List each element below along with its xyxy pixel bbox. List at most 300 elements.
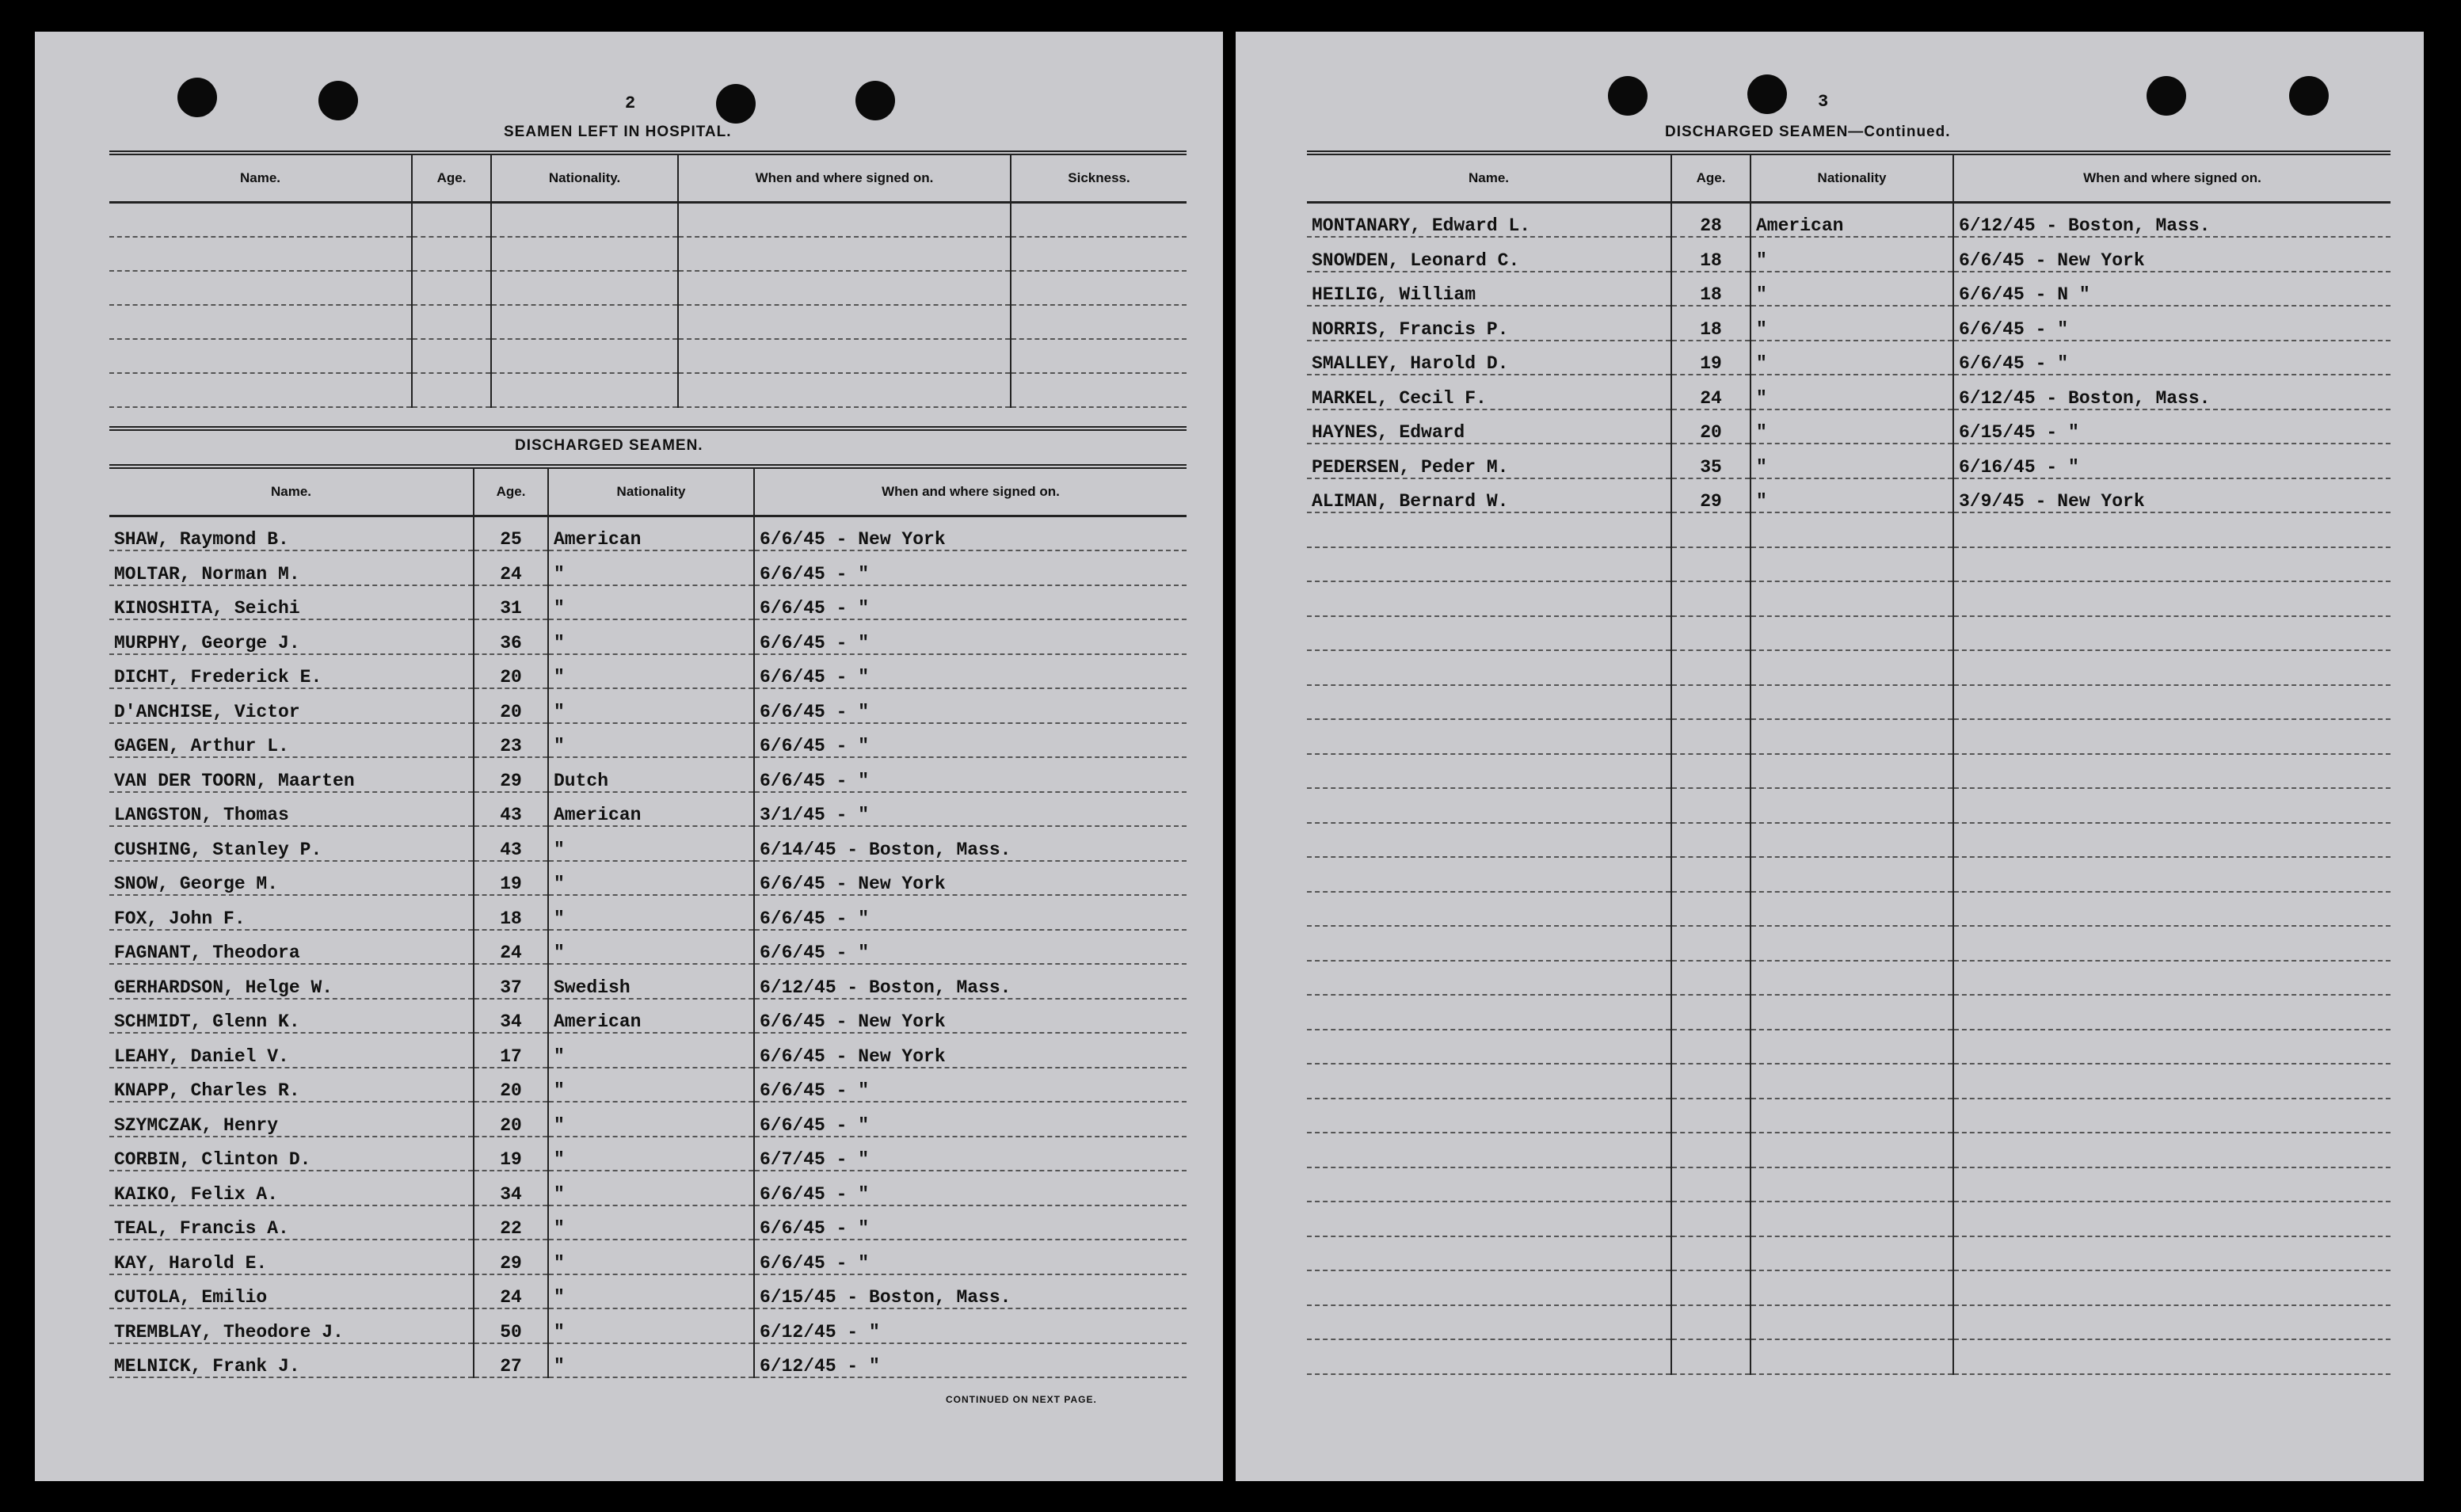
empty-cell: [1953, 1064, 2391, 1099]
column-header: Nationality.: [491, 153, 678, 203]
table-row: [109, 723, 1187, 758]
table-row: [109, 516, 1187, 551]
empty-cell: [1671, 788, 1751, 823]
column-header: Age.: [412, 153, 491, 203]
cell-name: LEAHY, Daniel V.: [109, 1033, 474, 1068]
empty-cell: [412, 237, 491, 271]
cell-name: KINOSHITA, Seichi: [109, 585, 474, 620]
cell-name: VAN DER TOORN, Maarten: [109, 757, 474, 792]
cell-name: CUSHING, Stanley P.: [109, 826, 474, 861]
empty-cell: [1751, 1236, 1953, 1271]
cell-name: SHAW, Raymond B.: [109, 516, 474, 551]
table-row: [1307, 478, 2391, 513]
cell-nationality: ": [548, 654, 754, 689]
blank-row: [109, 237, 1187, 271]
cell-age: 37: [474, 964, 548, 999]
empty-cell: [1307, 857, 1671, 892]
table-row: [1307, 306, 2391, 341]
cell-age: 20: [474, 1102, 548, 1137]
cell-age: 27: [474, 1343, 548, 1378]
cell-nationality: ": [1751, 306, 1953, 341]
cell-nationality: ": [548, 1171, 754, 1205]
cell-nationality: ": [1751, 375, 1953, 409]
empty-cell: [1671, 926, 1751, 961]
empty-cell: [1751, 926, 1953, 961]
blank-row: [1307, 512, 2391, 547]
empty-cell: [412, 271, 491, 305]
discharged-section-title: DISCHARGED SEAMEN.: [515, 437, 703, 454]
continued-footer: CONTINUED ON NEXT PAGE.: [946, 1394, 1097, 1405]
cell-signed: 6/6/45 - ": [754, 1068, 1187, 1103]
cell-nationality: ": [1751, 409, 1953, 444]
cell-nationality: ": [1751, 478, 1953, 513]
cell-nationality: ": [548, 688, 754, 723]
empty-cell: [678, 373, 1011, 407]
cell-name: SCHMIDT, Glenn K.: [109, 999, 474, 1034]
cell-age: 19: [1671, 341, 1751, 375]
empty-cell: [1671, 650, 1751, 685]
cell-name: KAY, Harold E.: [109, 1240, 474, 1274]
cell-name: TREMBLAY, Theodore J.: [109, 1308, 474, 1343]
table-row: [109, 757, 1187, 792]
empty-cell: [1751, 1030, 1953, 1064]
blank-row: [109, 373, 1187, 407]
cell-age: 18: [1671, 272, 1751, 307]
cell-signed: 6/6/45 - ": [1953, 306, 2391, 341]
empty-cell: [1953, 1339, 2391, 1374]
cell-signed: 6/6/45 - New York: [1953, 237, 2391, 272]
column-header: Nationality: [548, 467, 754, 516]
empty-cell: [1011, 373, 1187, 407]
cell-signed: 6/14/45 - Boston, Mass.: [754, 826, 1187, 861]
cell-nationality: ": [548, 1205, 754, 1240]
punch-hole: [1747, 74, 1787, 114]
empty-cell: [1953, 547, 2391, 582]
blank-row: [1307, 1202, 2391, 1236]
page-number: 2: [625, 93, 636, 113]
table-row: [109, 1240, 1187, 1274]
table-row: [1307, 409, 2391, 444]
blank-row: [109, 305, 1187, 339]
table-row: [109, 585, 1187, 620]
empty-cell: [1307, 1202, 1671, 1236]
empty-cell: [1307, 788, 1671, 823]
empty-cell: [1953, 719, 2391, 754]
table-row: [109, 550, 1187, 585]
discharged-continued-title: DISCHARGED SEAMEN—Continued.: [1665, 124, 1951, 140]
cell-age: 29: [474, 757, 548, 792]
cell-name: FOX, John F.: [109, 895, 474, 930]
cell-age: 20: [1671, 409, 1751, 444]
cell-signed: 3/1/45 - ": [754, 792, 1187, 827]
empty-cell: [1953, 995, 2391, 1030]
cell-signed: 6/6/45 - ": [754, 585, 1187, 620]
cell-nationality: ": [548, 861, 754, 896]
cell-signed: 6/6/45 - N ": [1953, 272, 2391, 307]
table-row: [109, 1308, 1187, 1343]
cell-nationality: American: [548, 516, 754, 551]
empty-cell: [1671, 1030, 1751, 1064]
cell-name: GERHARDSON, Helge W.: [109, 964, 474, 999]
table-row: [109, 999, 1187, 1034]
cell-nationality: ": [548, 619, 754, 654]
cell-name: MELNICK, Frank J.: [109, 1343, 474, 1378]
empty-cell: [1751, 1099, 1953, 1133]
cell-name: DICHT, Frederick E.: [109, 654, 474, 689]
blank-row: [1307, 961, 2391, 996]
cell-age: 19: [474, 861, 548, 896]
cell-nationality: ": [548, 826, 754, 861]
cell-age: 23: [474, 723, 548, 758]
cell-signed: 6/6/45 - ": [754, 688, 1187, 723]
empty-cell: [1953, 1167, 2391, 1202]
cell-signed: 6/6/45 - ": [754, 895, 1187, 930]
cell-name: SNOW, George M.: [109, 861, 474, 896]
cell-age: 20: [474, 1068, 548, 1103]
cell-signed: 6/6/45 - ": [754, 1171, 1187, 1205]
punch-hole: [855, 81, 895, 120]
empty-cell: [1307, 961, 1671, 996]
blank-row: [1307, 995, 2391, 1030]
cell-nationality: ": [1751, 237, 1953, 272]
empty-cell: [1751, 512, 1953, 547]
cell-age: 24: [1671, 375, 1751, 409]
cell-nationality: American: [1751, 203, 1953, 238]
punch-hole: [2147, 76, 2186, 116]
empty-cell: [678, 305, 1011, 339]
cell-name: KAIKO, Felix A.: [109, 1171, 474, 1205]
empty-cell: [1671, 685, 1751, 720]
cell-signed: 6/12/45 - Boston, Mass.: [1953, 375, 2391, 409]
empty-cell: [1307, 650, 1671, 685]
cell-name: MOLTAR, Norman M.: [109, 550, 474, 585]
empty-cell: [1307, 754, 1671, 789]
cell-name: CUTOLA, Emilio: [109, 1274, 474, 1309]
table-row: [1307, 272, 2391, 307]
empty-cell: [412, 373, 491, 407]
cell-name: ALIMAN, Bernard W.: [1307, 478, 1671, 513]
empty-cell: [1307, 1236, 1671, 1271]
empty-cell: [1953, 1030, 2391, 1064]
empty-cell: [1953, 823, 2391, 858]
empty-cell: [1953, 892, 2391, 927]
section-rule: [109, 426, 1187, 431]
table-row: [1307, 203, 2391, 238]
empty-cell: [1751, 857, 1953, 892]
hospital-table: [109, 150, 1187, 408]
empty-cell: [1671, 995, 1751, 1030]
cell-age: 43: [474, 826, 548, 861]
cell-age: 25: [474, 516, 548, 551]
cell-nationality: Dutch: [548, 757, 754, 792]
blank-row: [109, 271, 1187, 305]
blank-row: [109, 203, 1187, 237]
blank-row: [1307, 1339, 2391, 1374]
empty-cell: [1751, 1339, 1953, 1374]
cell-signed: 6/12/45 - ": [754, 1343, 1187, 1378]
table-row: [109, 1205, 1187, 1240]
cell-signed: 6/6/45 - ": [754, 550, 1187, 585]
cell-age: 50: [474, 1308, 548, 1343]
empty-cell: [1307, 1305, 1671, 1340]
column-header: Name.: [1307, 153, 1671, 203]
empty-cell: [1751, 1167, 1953, 1202]
cell-signed: 6/6/45 - ": [754, 1102, 1187, 1137]
empty-cell: [1953, 788, 2391, 823]
blank-row: [1307, 892, 2391, 927]
hospital-section-title: SEAMEN LEFT IN HOSPITAL.: [504, 124, 732, 140]
table-row: [109, 895, 1187, 930]
empty-cell: [491, 237, 678, 271]
empty-cell: [1011, 271, 1187, 305]
column-header: When and where signed on.: [678, 153, 1011, 203]
empty-cell: [1953, 961, 2391, 996]
empty-cell: [1751, 823, 1953, 858]
empty-cell: [1751, 1305, 1953, 1340]
empty-cell: [109, 237, 412, 271]
empty-cell: [1011, 203, 1187, 237]
blank-row: [1307, 685, 2391, 720]
cell-age: 17: [474, 1033, 548, 1068]
table-row: [109, 1343, 1187, 1378]
cell-nationality: ": [1751, 341, 1953, 375]
empty-cell: [491, 339, 678, 373]
cell-signed: 6/6/45 - New York: [754, 861, 1187, 896]
empty-cell: [1751, 1270, 1953, 1305]
blank-row: [1307, 719, 2391, 754]
empty-cell: [1307, 892, 1671, 927]
column-header: Sickness.: [1011, 153, 1187, 203]
empty-cell: [1751, 616, 1953, 651]
cell-name: CORBIN, Clinton D.: [109, 1137, 474, 1171]
cell-name: HAYNES, Edward: [1307, 409, 1671, 444]
empty-cell: [1953, 1099, 2391, 1133]
empty-cell: [1953, 1133, 2391, 1167]
cell-name: HEILIG, William: [1307, 272, 1671, 307]
empty-cell: [678, 271, 1011, 305]
empty-cell: [1671, 1167, 1751, 1202]
empty-cell: [1307, 926, 1671, 961]
blank-row: [1307, 1236, 2391, 1271]
cell-signed: 3/9/45 - New York: [1953, 478, 2391, 513]
cell-name: NORRIS, Francis P.: [1307, 306, 1671, 341]
blank-row: [1307, 823, 2391, 858]
cell-name: MARKEL, Cecil F.: [1307, 375, 1671, 409]
empty-cell: [491, 373, 678, 407]
cell-nationality: ": [548, 1102, 754, 1137]
empty-cell: [109, 271, 412, 305]
empty-cell: [491, 203, 678, 237]
table-row: [109, 654, 1187, 689]
punch-hole: [1608, 76, 1648, 116]
table-row: [1307, 341, 2391, 375]
table-row: [109, 861, 1187, 896]
empty-cell: [1671, 1339, 1751, 1374]
cell-nationality: ": [548, 1343, 754, 1378]
punch-hole: [716, 84, 756, 124]
blank-row: [1307, 857, 2391, 892]
punch-hole: [177, 78, 217, 117]
cell-age: 34: [474, 999, 548, 1034]
blank-row: [109, 339, 1187, 373]
blank-row: [1307, 926, 2391, 961]
cell-age: 35: [1671, 444, 1751, 478]
blank-row: [1307, 1167, 2391, 1202]
cell-nationality: ": [548, 895, 754, 930]
cell-nationality: ": [1751, 272, 1953, 307]
cell-age: 28: [1671, 203, 1751, 238]
empty-cell: [1953, 926, 2391, 961]
cell-name: LANGSTON, Thomas: [109, 792, 474, 827]
cell-signed: 6/6/45 - New York: [754, 999, 1187, 1034]
column-header: Age.: [474, 467, 548, 516]
cell-nationality: ": [548, 723, 754, 758]
page-number: 3: [1818, 92, 1829, 112]
empty-cell: [1307, 1030, 1671, 1064]
table-row: [109, 1274, 1187, 1309]
cell-signed: 6/7/45 - ": [754, 1137, 1187, 1171]
empty-cell: [109, 203, 412, 237]
cell-nationality: ": [548, 930, 754, 965]
empty-cell: [1671, 1064, 1751, 1099]
column-header: Nationality: [1751, 153, 1953, 203]
empty-cell: [1671, 1133, 1751, 1167]
discharged-continued-table: [1307, 150, 2391, 1375]
cell-signed: 6/6/45 - ": [754, 757, 1187, 792]
column-header: Name.: [109, 467, 474, 516]
cell-signed: 6/6/45 - New York: [754, 1033, 1187, 1068]
empty-cell: [1307, 1167, 1671, 1202]
empty-cell: [109, 305, 412, 339]
empty-cell: [1307, 685, 1671, 720]
punch-hole: [318, 81, 358, 120]
table-row: [109, 1102, 1187, 1137]
empty-cell: [1307, 547, 1671, 582]
cell-nationality: ": [548, 1240, 754, 1274]
cell-name: MURPHY, George J.: [109, 619, 474, 654]
cell-age: 29: [1671, 478, 1751, 513]
punch-hole: [2289, 76, 2329, 116]
empty-cell: [412, 305, 491, 339]
empty-cell: [1671, 1270, 1751, 1305]
table-row: [109, 1068, 1187, 1103]
blank-row: [1307, 1133, 2391, 1167]
empty-cell: [412, 203, 491, 237]
empty-cell: [1751, 995, 1953, 1030]
empty-cell: [1307, 823, 1671, 858]
empty-cell: [678, 203, 1011, 237]
cell-signed: 6/15/45 - ": [1953, 409, 2391, 444]
cell-nationality: American: [548, 792, 754, 827]
cell-signed: 6/6/45 - New York: [754, 516, 1187, 551]
cell-age: 24: [474, 930, 548, 965]
empty-cell: [491, 271, 678, 305]
discharged-table: [109, 464, 1187, 1378]
cell-nationality: ": [548, 1033, 754, 1068]
empty-cell: [1671, 616, 1751, 651]
empty-cell: [1751, 1064, 1953, 1099]
empty-cell: [1307, 1270, 1671, 1305]
empty-cell: [491, 305, 678, 339]
cell-age: 19: [474, 1137, 548, 1171]
cell-age: 24: [474, 1274, 548, 1309]
empty-cell: [1671, 1099, 1751, 1133]
cell-age: 36: [474, 619, 548, 654]
cell-signed: 6/6/45 - ": [754, 1240, 1187, 1274]
blank-row: [1307, 788, 2391, 823]
table-row: [109, 619, 1187, 654]
empty-cell: [1307, 719, 1671, 754]
cell-signed: 6/6/45 - ": [754, 930, 1187, 965]
empty-cell: [1751, 650, 1953, 685]
cell-signed: 6/16/45 - ": [1953, 444, 2391, 478]
cell-nationality: ": [548, 1137, 754, 1171]
empty-cell: [1953, 857, 2391, 892]
empty-cell: [1307, 512, 1671, 547]
empty-cell: [109, 373, 412, 407]
empty-cell: [1751, 1133, 1953, 1167]
column-header: When and where signed on.: [754, 467, 1187, 516]
cell-age: 43: [474, 792, 548, 827]
empty-cell: [1671, 1202, 1751, 1236]
empty-cell: [1953, 1270, 2391, 1305]
empty-cell: [1011, 339, 1187, 373]
blank-row: [1307, 1030, 2391, 1064]
cell-nationality: ": [548, 1274, 754, 1309]
cell-age: 34: [474, 1171, 548, 1205]
table-row: [109, 688, 1187, 723]
empty-cell: [1953, 1236, 2391, 1271]
blank-row: [1307, 547, 2391, 582]
cell-name: SZYMCZAK, Henry: [109, 1102, 474, 1137]
column-header: When and where signed on.: [1953, 153, 2391, 203]
empty-cell: [109, 339, 412, 373]
cell-name: FAGNANT, Theodora: [109, 930, 474, 965]
blank-row: [1307, 1064, 2391, 1099]
empty-cell: [1671, 892, 1751, 927]
empty-cell: [1953, 754, 2391, 789]
cell-signed: 6/15/45 - Boston, Mass.: [754, 1274, 1187, 1309]
right-page: [1236, 32, 2424, 1481]
cell-nationality: ": [548, 1308, 754, 1343]
cell-age: 31: [474, 585, 548, 620]
cell-signed: 6/6/45 - ": [754, 619, 1187, 654]
table-row: [109, 964, 1187, 999]
cell-age: 20: [474, 654, 548, 689]
cell-signed: 6/6/45 - ": [1953, 341, 2391, 375]
cell-nationality: ": [1751, 444, 1953, 478]
cell-name: MONTANARY, Edward L.: [1307, 203, 1671, 238]
cell-name: GAGEN, Arthur L.: [109, 723, 474, 758]
empty-cell: [1671, 754, 1751, 789]
empty-cell: [1751, 961, 1953, 996]
blank-row: [1307, 1099, 2391, 1133]
empty-cell: [1671, 1236, 1751, 1271]
empty-cell: [1953, 1305, 2391, 1340]
table-row: [109, 792, 1187, 827]
empty-cell: [1751, 547, 1953, 582]
empty-cell: [1671, 1305, 1751, 1340]
column-header: Age.: [1671, 153, 1751, 203]
empty-cell: [1307, 995, 1671, 1030]
empty-cell: [1751, 788, 1953, 823]
cell-signed: 6/6/45 - ": [754, 723, 1187, 758]
table-row: [109, 930, 1187, 965]
empty-cell: [1307, 581, 1671, 616]
cell-name: KNAPP, Charles R.: [109, 1068, 474, 1103]
empty-cell: [1307, 1064, 1671, 1099]
empty-cell: [1011, 237, 1187, 271]
